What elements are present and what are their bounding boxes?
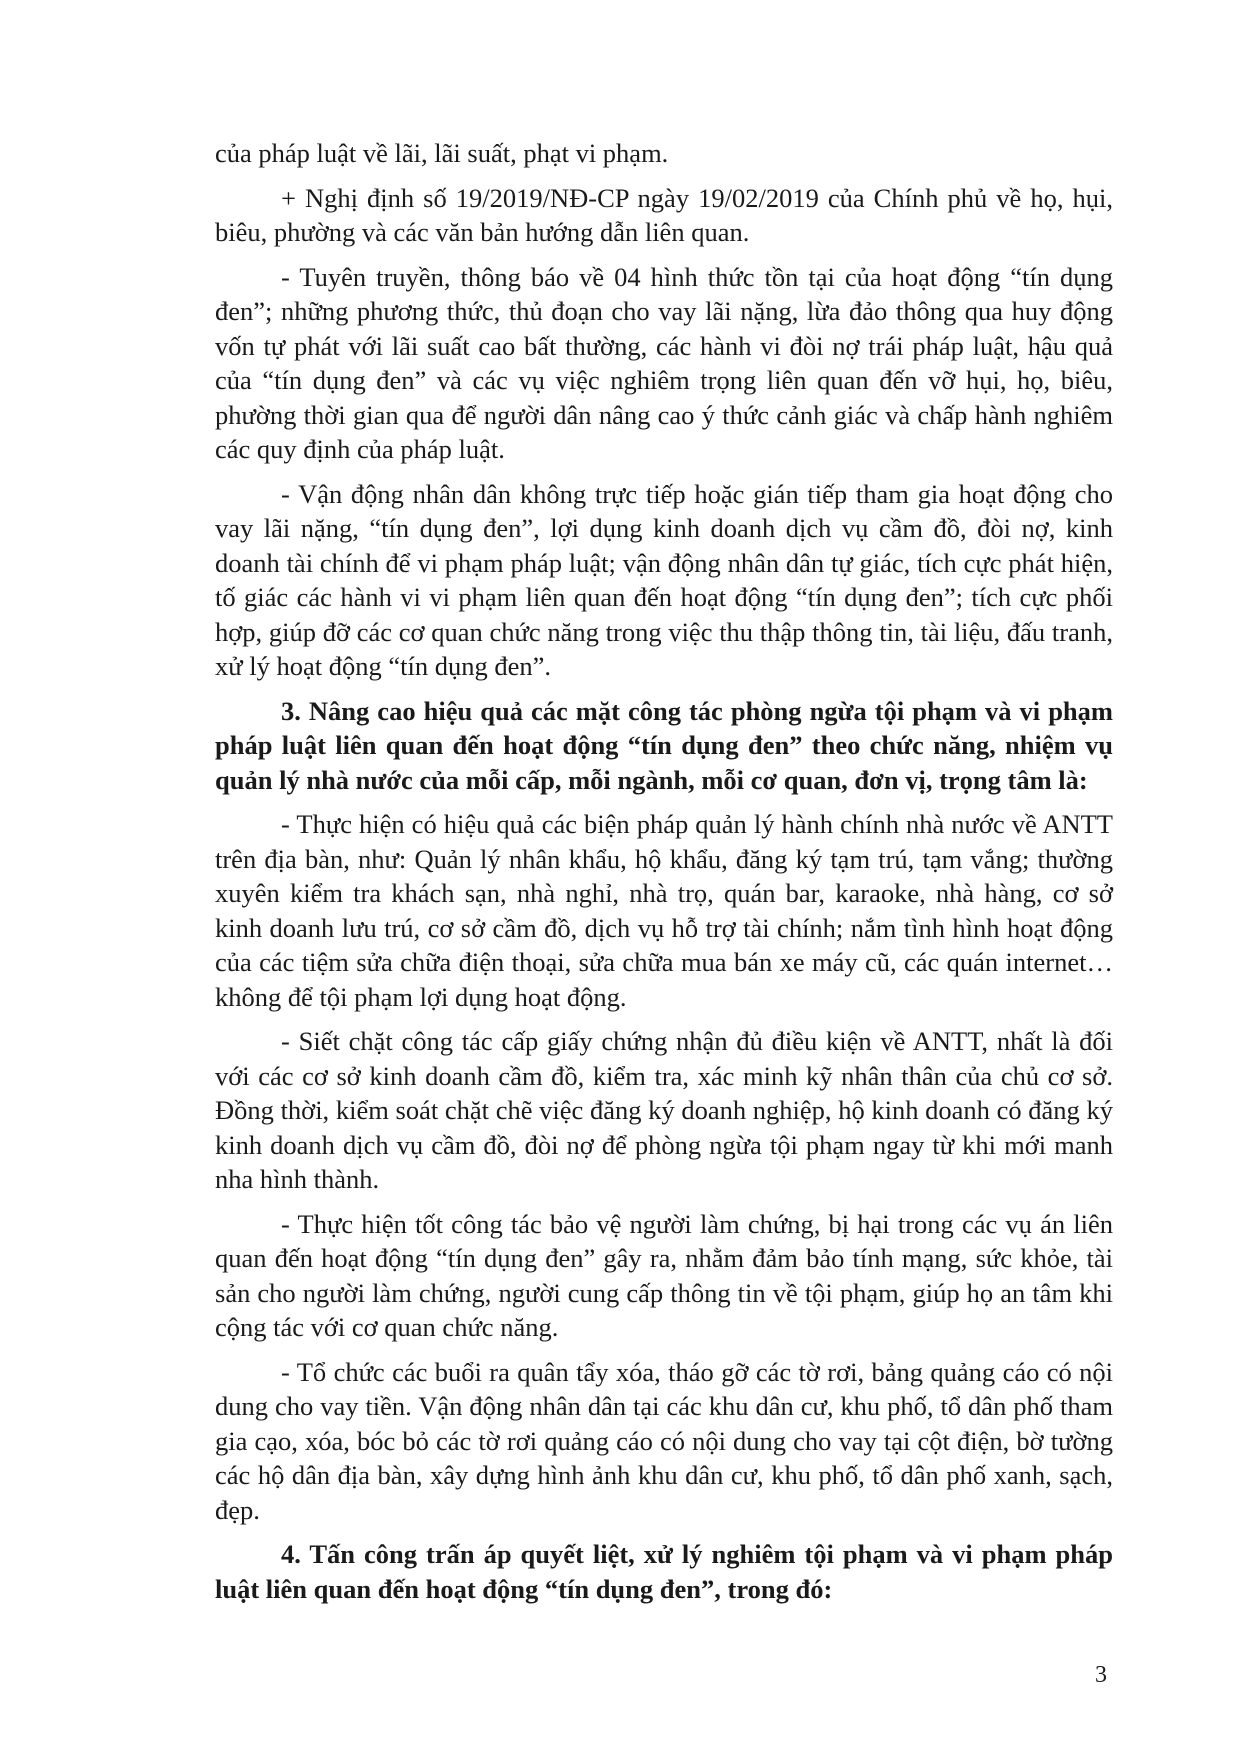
- document-body: [215, 136, 1113, 1616]
- section-heading-4: 4. Tấn công trấn áp quyết liệt, xử lý nghiêm tội phạm và vi phạm pháp luật liên quan đến hoạt động “tín dụng đen”, trong đó:: [215, 1539, 1113, 1604]
- paragraph-mobilization: - Vận động nhân dân không trực tiếp hoặc gián tiếp tham gia hoạt động cho vay lãi nặng, “tín dụng đen”, lợi dụng kinh doanh dịch vụ cầm đồ, đòi nợ, kinh doanh tài chính để vi phạm pháp luật; vận động nhân dân tự giác, tích cực phát hiện, tố giác các hành vi vi phạm liên quan đến hoạt động “tín dụng đen”; tích cực phối hợp, giúp đỡ các cơ quan chức năng trong việc thu thập thông tin, tài liệu, đấu tranh, xử lý hoạt động “tín dụng đen”.: [215, 478, 1113, 681]
- page-number: 3: [1095, 1662, 1107, 1688]
- paragraph-administrative-management: - Thực hiện có hiệu quả các biện pháp quản lý hành chính nhà nước về ANTT trên địa bàn, như: Quản lý nhân khẩu, hộ khẩu, đăng ký tạm trú, tạm vắng; thường xuyên kiểm tra khách sạn, nhà nghỉ, nhà trọ, quán bar, karaoke, nhà hàng, cơ sở kinh doanh lưu trú, cơ sở cầm đồ, dịch vụ hỗ trợ tài chính; nắm tình hình hoạt động của các tiệm sửa chữa điện thoại, sửa chữa mua bán xe máy cũ, các quán internet… không để tội phạm lợi dụng hoạt động.: [215, 809, 1113, 1012]
- paragraph-propaganda: - Tuyên truyền, thông báo về 04 hình thức tồn tại của hoạt động “tín dụng đen”; những phương thức, thủ đoạn cho vay lãi nặng, lừa đảo thông qua huy động vốn tự phát với lãi suất cao bất thường, các hành vi đòi nợ trái pháp luật, hậu quả của “tín dụng đen” và các vụ việc nghiêm trọng liên quan đến vỡ hụi, họ, biêu, phường thời gian qua để người dân nâng cao ý thức cảnh giác và chấp hành nghiêm các quy định của pháp luật.: [215, 261, 1113, 464]
- paragraph-continuation: của pháp luật về lãi, lãi suất, phạt vi phạm.: [215, 138, 669, 168]
- paragraph-decree-reference: + Nghị định số 19/2019/NĐ-CP ngày 19/02/2019 của Chính phủ về họ, hụi, biêu, phường và các văn bản hướng dẫn liên quan.: [215, 182, 1113, 247]
- paragraph-leaflet-removal: - Tổ chức các buổi ra quân tẩy xóa, tháo gỡ các tờ rơi, bảng quảng cáo có nội dung cho vay tiền. Vận động nhân dân tại các khu dân cư, khu phố, tổ dân phố tham gia cạo, xóa, bóc bỏ các tờ rơi quảng cáo có nội dung cho vay tại cột điện, bờ tường các hộ dân địa bàn, xây dựng hình ảnh khu dân cư, khu phố, tổ dân phố xanh, sạch, đẹp.: [215, 1356, 1113, 1525]
- section-heading-3: 3. Nâng cao hiệu quả các mặt công tác phòng ngừa tội phạm và vi phạm pháp luật liên quan đến hoạt động “tín dụng đen” theo chức năng, nhiệm vụ quản lý nhà nước của mỗi cấp, mỗi ngành, mỗi cơ quan, đơn vị, trọng tâm là:: [215, 695, 1113, 795]
- paragraph-certificate-control: - Siết chặt công tác cấp giấy chứng nhận đủ điều kiện về ANTT, nhất là đối với các cơ sở kinh doanh cầm đồ, kiểm tra, xác minh kỹ nhân thân của chủ cơ sở. Đồng thời, kiểm soát chặt chẽ việc đăng ký doanh nghiệp, hộ kinh doanh có đăng ký kinh doanh dịch vụ cầm đồ, đòi nợ để phòng ngừa tội phạm ngay từ khi mới manh nha hình thành.: [215, 1026, 1113, 1194]
- paragraph-witness-protection: - Thực hiện tốt công tác bảo vệ người làm chứng, bị hại trong các vụ án liên quan đến hoạt động “tín dụng đen” gây ra, nhằm đảm bảo tính mạng, sức khỏe, tài sản cho người làm chứng, người cung cấp thông tin về tội phạm, giúp họ an tâm khi cộng tác với cơ quan chức năng.: [215, 1208, 1113, 1342]
